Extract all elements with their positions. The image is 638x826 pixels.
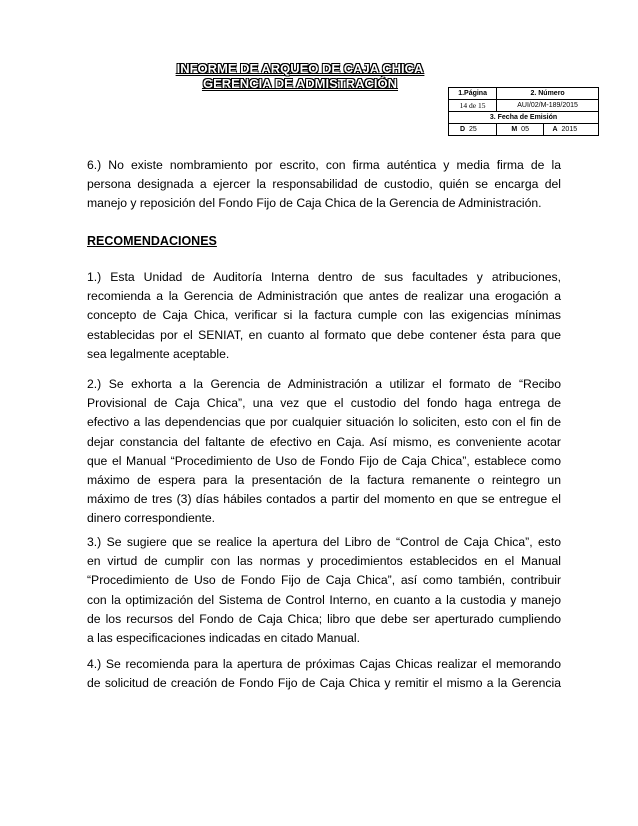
text-line: dinero correspondiente.: [87, 511, 216, 526]
text-line: 3.) Se sugiere que se realice la apertura del Libro de “Control de Caja Chica”, esto: [87, 535, 561, 549]
report-subtitle: GERENCIA DE ADMISTRACIÓN: [202, 76, 398, 91]
text-line: 2.) Se exhorta a la Gerencia de Administración a utilizar el formato de “Recibo: [87, 377, 561, 391]
text-line: 6.) No existe nombramiento por escrito, con firma auténtica y media firma de la: [87, 158, 561, 172]
number-value: AUI/02/M-189/2015: [497, 100, 599, 112]
report-title: INFORME DE ARQUEO DE CAJA CHICA: [176, 61, 424, 76]
text-line: persona designada a ejercer la responsabilidad de custodio, quién se encarga del: [87, 177, 561, 192]
text-line: de solicitud de creación de Fondo Fijo de Caja Chica y remitir el mismo a la Gerencia: [87, 676, 561, 691]
recommendation-4: [87, 655, 561, 693]
text-line: Provisional de Caja Chica”, una vez que el custodio del fondo haga entrega de: [87, 396, 561, 411]
page-label: 1.Página: [449, 88, 497, 100]
year-value: 2015: [560, 124, 599, 136]
text-line: concepto de Caja Chica, verificar si la factura cumple con las exigencias mínimas: [87, 308, 561, 323]
text-line: recomienda a la Gerencia de Administración que antes de realizar una erogación a: [87, 289, 561, 304]
recommendation-1: [87, 268, 561, 364]
document-meta-table: [448, 87, 599, 136]
page-value: 14 de 15: [449, 100, 497, 112]
month-label: M: [497, 124, 520, 136]
text-line: efectivo a las dependencias que por cualquier situación lo soliciten, esto con el fin de: [87, 415, 561, 430]
day-value: 25: [467, 124, 497, 136]
year-label: A: [543, 124, 560, 136]
text-line: sea legalmente aceptable.: [87, 346, 230, 361]
text-line: que el Manual “Procedimiento de Uso de Fondo Fijo de Caja Chica”, establece como: [87, 453, 561, 468]
text-line: máximo de espera para la presentación de la factura remanente o reintegro un: [87, 473, 561, 488]
text-line: máximo de tres (3) días hábiles contados a partir del momento en que se entregue el: [87, 492, 561, 507]
date-label: 3. Fecha de Emisión: [449, 112, 599, 124]
text-line: manejo y reposición del Fondo Fijo de Caja Chica de la Gerencia de Administración.: [87, 196, 542, 211]
month-value: 05: [519, 124, 543, 136]
text-line: en virtud de cumplir con las normas y procedimientos establecidos en el Manual: [87, 554, 561, 569]
text-line: establecidas por el SENIAT, en cuanto al formato que debe contener ésta para que: [87, 327, 561, 342]
text-line: a las especificaciones indicadas en citado Manual.: [87, 631, 361, 646]
recommendations-heading: RECOMENDACIONES: [87, 234, 217, 248]
recommendation-3: [87, 533, 561, 648]
text-line: 1.) Esta Unidad de Auditoría Interna dentro de sus facultades y atribuciones,: [87, 270, 561, 284]
text-line: dejar constancia del faltante de efectivo en Caja. Así mismo, es conveniente acotar: [87, 434, 561, 449]
text-line: 4.) Se recomienda para la apertura de próximas Cajas Chicas realizar el memorando: [87, 657, 561, 671]
number-label: 2. Número: [497, 88, 599, 100]
text-line: de los recursos del Fondo de Caja Chica; libro que debe ser aperturado cumpliendo: [87, 611, 561, 626]
day-label: D: [449, 124, 468, 136]
text-line: con la optimización del Sistema de Control Interno, en cuanto a la custodia y manejo: [87, 592, 561, 607]
paragraph-6: [87, 156, 561, 214]
recommendation-2: [87, 375, 561, 529]
text-line: “Procedimiento de Uso de Fondo Fijo de Caja Chica”, así como también, contribuir: [87, 573, 561, 588]
